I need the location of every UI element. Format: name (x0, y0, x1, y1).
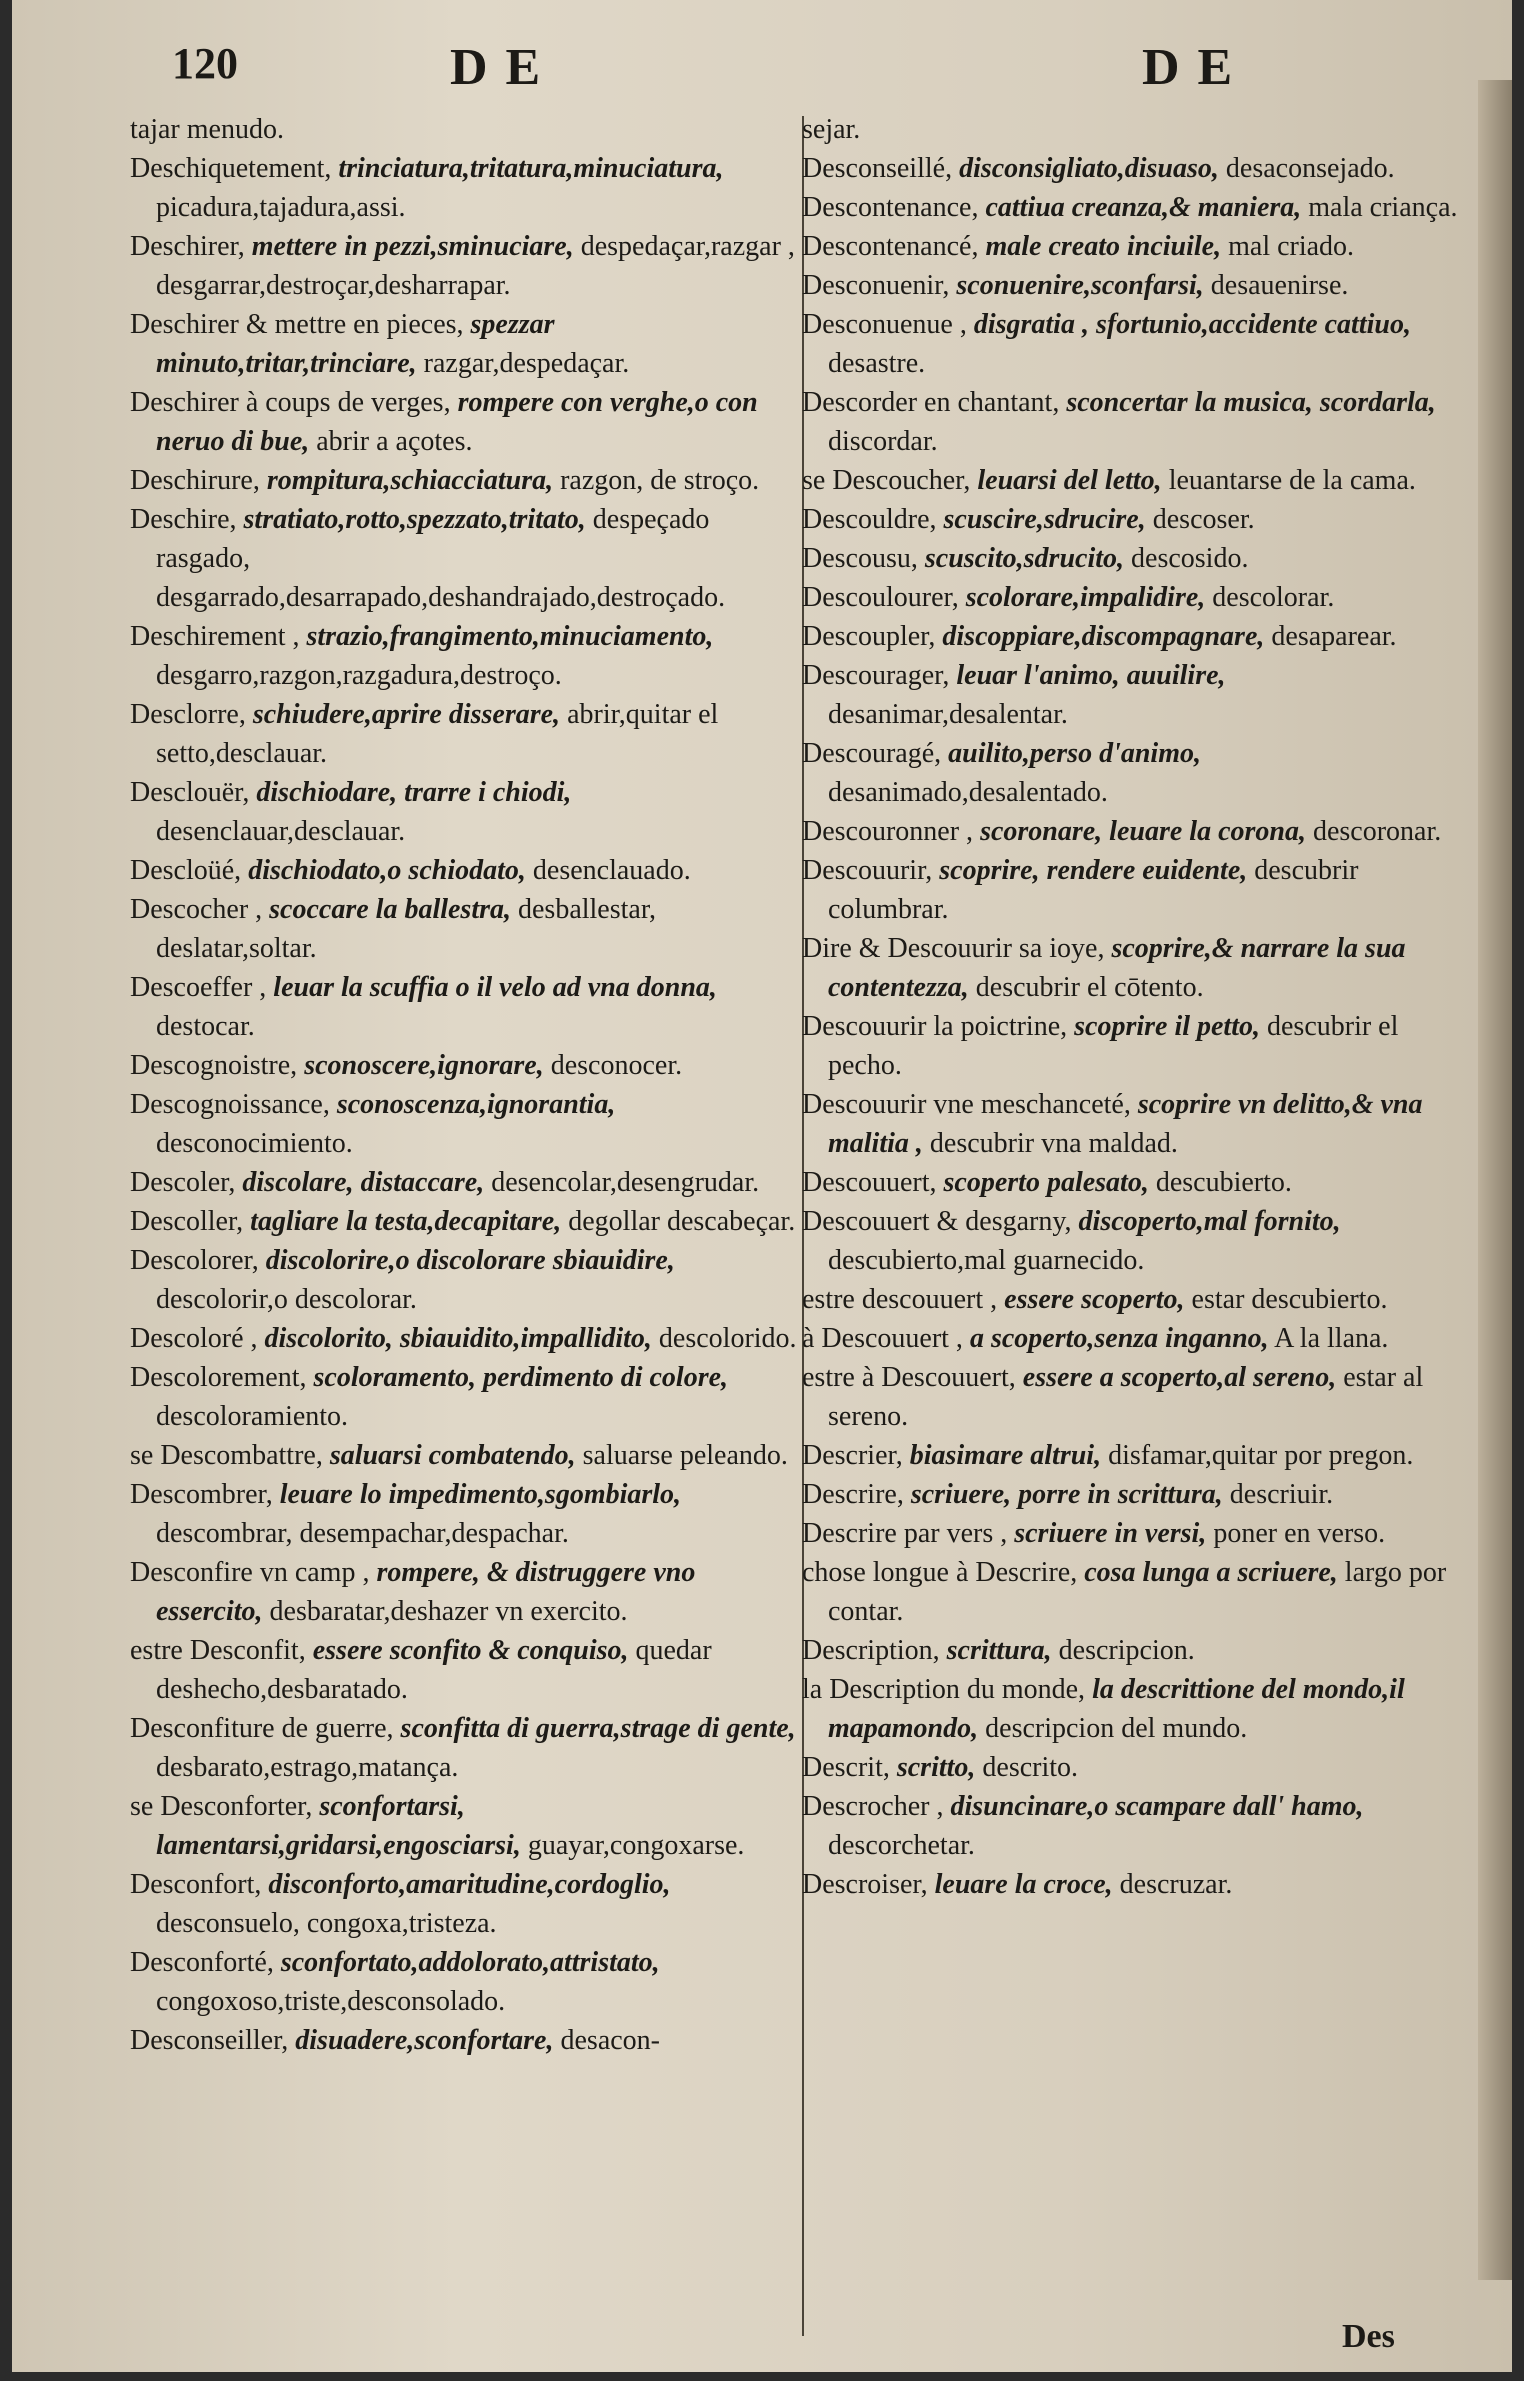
french-headword: Descoler, (130, 1167, 236, 1198)
spanish-translation: descubierto. (1155, 1167, 1292, 1198)
spanish-translation: desacon- (560, 2025, 661, 2056)
spanish-translation: descolorir,o descolorar. (156, 1284, 417, 1315)
italian-translation: auilito,perso d'animo, (948, 738, 1201, 769)
spanish-translation: descripcion del mundo. (985, 1713, 1248, 1744)
french-headword: Deschirer, (130, 231, 245, 262)
dictionary-entry (802, 305, 1470, 383)
french-headword: se Desconforter, (130, 1791, 313, 1822)
italian-translation: leuar la scuffia o il velo ad vna donna, (273, 972, 717, 1003)
italian-translation: scoloramento, perdimento di colore, (313, 1362, 729, 1393)
spanish-translation: desballestar, deslatar,soltar. (156, 894, 657, 964)
spanish-translation: discordar. (828, 426, 938, 457)
french-headword: Desconuenir, (802, 270, 950, 301)
spanish-translation: descrito. (982, 1752, 1079, 1783)
spanish-translation: mala criança. (1308, 192, 1458, 223)
italian-translation: scoprire,& narrare la sua contentezza, (828, 933, 1406, 1003)
spanish-translation: guayar,congoxarse. (527, 1830, 745, 1861)
french-headword: Descombrer, (130, 1479, 273, 1510)
spanish-translation: descubrir columbrar. (828, 855, 1359, 925)
italian-translation: sconoscenza,ignorantia, (336, 1089, 616, 1120)
french-headword: Desconseillé, (802, 153, 953, 184)
italian-translation: sconfitta di guerra,strage di gente, (400, 1713, 796, 1744)
dictionary-entry (130, 1358, 800, 1436)
italian-translation: spezzar minuto,tritar,trinciare, (156, 309, 555, 379)
italian-translation: discolorito, sbiauidito,impallidito, (264, 1323, 652, 1354)
dictionary-entry (130, 2021, 800, 2060)
spanish-translation: destocar. (156, 1011, 255, 1042)
dictionary-entry (802, 110, 1470, 149)
italian-translation: leuarsi del letto, (977, 465, 1162, 496)
french-headword: Dire & Descouurir sa ioye, (802, 933, 1105, 964)
spanish-translation: desanimar,desalentar. (828, 699, 1068, 730)
spanish-translation: desconsuelo, congoxa,tristeza. (156, 1908, 497, 1939)
french-headword: Descrire, (802, 1479, 904, 1510)
dictionary-entry (130, 383, 800, 461)
italian-translation: sconfortato,addolorato,attristato, (280, 1947, 660, 1978)
spanish-translation: abrir a açotes. (316, 426, 473, 457)
spanish-translation: desanimado,desalentado. (828, 777, 1108, 808)
italian-translation: dischiodare, trarre i chiodi, (256, 777, 572, 808)
french-headword: Descouurir vne meschanceté, (802, 1089, 1131, 1120)
french-headword: Descouldre, (802, 504, 937, 535)
spanish-translation: descubierto,mal guarnecido. (828, 1245, 1145, 1276)
italian-translation: scoprire, rendere euidente, (939, 855, 1248, 886)
dictionary-entry (802, 227, 1470, 266)
french-headword: Deschiquetement, (130, 153, 332, 184)
dictionary-entry (802, 851, 1470, 929)
french-headword: Descouragé, (802, 738, 942, 769)
dictionary-entry (130, 1631, 800, 1709)
italian-translation: disuadere,sconfortare, (295, 2025, 554, 2056)
italian-translation: cattiua creanza,& maniera, (985, 192, 1302, 223)
dictionary-entry (130, 968, 800, 1046)
french-headword: Descoupler, (802, 621, 936, 652)
italian-translation: sconfortarsi, lamentarsi,gridarsi,engosciarsi, (156, 1791, 521, 1861)
catchword: Des (1342, 2318, 1395, 2355)
italian-translation: scuscire,sdrucire, (943, 504, 1146, 535)
dictionary-entry (130, 851, 800, 890)
dictionary-entry (802, 1202, 1470, 1280)
spanish-translation: desastre. (828, 348, 926, 379)
dictionary-entry (130, 1787, 800, 1865)
spanish-translation: A la llana. (1274, 1323, 1389, 1354)
french-headword: Descloüé, (130, 855, 242, 886)
dictionary-entry (802, 929, 1470, 1007)
italian-translation: scriuere, porre in scrittura, (910, 1479, 1223, 1510)
dictionary-entry (802, 1631, 1470, 1670)
italian-translation: mettere in pezzi,sminuciare, (251, 231, 574, 262)
italian-translation: scuscito,sdrucito, (924, 543, 1125, 574)
spanish-translation: descoser. (1152, 504, 1255, 535)
dictionary-entry (802, 1514, 1470, 1553)
dictionary-entry (130, 1436, 800, 1475)
dictionary-entry (802, 1319, 1470, 1358)
french-headword: Description, (802, 1635, 940, 1666)
spanish-translation: descripcion. (1058, 1635, 1195, 1666)
dictionary-entry (802, 266, 1470, 305)
dictionary-entry (802, 617, 1470, 656)
left-column (130, 110, 800, 2060)
italian-translation: a scoperto,senza inganno, (969, 1323, 1269, 1354)
french-headword: Descrocher , (802, 1791, 944, 1822)
dictionary-entry (802, 461, 1470, 500)
dictionary-entry (130, 461, 800, 500)
dictionary-entry (130, 1475, 800, 1553)
spanish-translation: mal criado. (1228, 231, 1355, 262)
italian-translation: scoronare, leuare la corona, (980, 816, 1306, 847)
dictionary-entry (802, 149, 1470, 188)
italian-translation: disconforto,amaritudine,cordoglio, (268, 1869, 671, 1900)
italian-translation: discoppiare,discompagnare, (942, 621, 1265, 652)
italian-translation: scolorare,impalidire, (965, 582, 1206, 613)
spanish-translation: estar al sereno. (828, 1362, 1424, 1432)
spanish-translation: saluarse peleando. (582, 1440, 788, 1471)
dictionary-entry (802, 1358, 1470, 1436)
italian-translation: essere scoperto, (1004, 1284, 1185, 1315)
italian-translation: stratiato,rotto,spezzato,tritato, (243, 504, 586, 535)
italian-translation: discolorire,o discolorare sbiauidire, (265, 1245, 675, 1276)
french-headword: Desconfiture de guerre, (130, 1713, 394, 1744)
italian-translation: saluarsi combatendo, (329, 1440, 576, 1471)
italian-translation: essere sconfito & conquiso, (312, 1635, 629, 1666)
dictionary-entry (130, 227, 800, 305)
italian-translation: essere a scoperto,al sereno, (1022, 1362, 1337, 1393)
italian-translation: strazio,frangimento,minuciamento, (306, 621, 714, 652)
french-headword: Desclorre, (130, 699, 246, 730)
spanish-translation: razgar,despedaçar. (423, 348, 630, 379)
french-headword: Descouurir la poictrine, (802, 1011, 1068, 1042)
french-headword: Desconforté, (130, 1947, 274, 1978)
italian-translation: disuncinare,o scampare dall' hamo, (950, 1791, 1364, 1822)
french-headword: Descoulourer, (802, 582, 959, 613)
dictionary-entry (802, 1007, 1470, 1085)
french-headword: estre descouuert , (802, 1284, 998, 1315)
dictionary-entry (130, 1241, 800, 1319)
dictionary-entry (130, 1319, 800, 1358)
french-headword: Descognoissance, (130, 1089, 330, 1120)
french-headword: Desclouër, (130, 777, 250, 808)
italian-translation: leuare lo impedimento,sgombiarlo, (279, 1479, 682, 1510)
italian-translation: male creato inciuile, (985, 231, 1222, 262)
dictionary-entry (802, 1436, 1470, 1475)
french-headword: Descoeffer , (130, 972, 267, 1003)
dictionary-entry (130, 305, 800, 383)
dictionary-entry (802, 812, 1470, 851)
french-headword: Descouurir, (802, 855, 933, 886)
right-column (802, 110, 1470, 1904)
spanish-translation: desenclauar,desclauar. (156, 816, 406, 847)
spanish-translation: quedar deshecho,desbaratado. (156, 1635, 712, 1705)
spanish-translation: razgon, de stroço. (560, 465, 760, 496)
french-headword: Desconfort, (130, 1869, 262, 1900)
italian-translation: discolare, distaccare, (242, 1167, 485, 1198)
spanish-translation: descubrir vna maldad. (929, 1128, 1178, 1159)
page-edge (1478, 80, 1512, 2280)
dictionary-entry (802, 1748, 1470, 1787)
french-headword: Desconfire vn camp , (130, 1557, 370, 1588)
french-headword: Deschirure, (130, 465, 260, 496)
french-headword: Descouronner , (802, 816, 974, 847)
spanish-translation: estar descubierto. (1191, 1284, 1388, 1315)
spanish-translation: desgarro,razgon,razgadura,destroço. (156, 660, 562, 691)
french-headword: chose longue à Descrire, (802, 1557, 1078, 1588)
french-headword: Descocher , (130, 894, 263, 925)
french-headword: Descontenancé, (802, 231, 979, 262)
italian-translation: biasimare altrui, (909, 1440, 1102, 1471)
french-headword: Deschirer à coups de verges, (130, 387, 451, 418)
spanish-translation: descolorar. (1212, 582, 1335, 613)
spanish-translation: tajar menudo. (130, 114, 284, 145)
italian-translation: disgratia , sfortunio,accidente cattiuo, (973, 309, 1411, 340)
italian-translation: cosa lunga a scriuere, (1084, 1557, 1338, 1588)
dictionary-entry (130, 1202, 800, 1241)
french-headword: Descoller, (130, 1206, 244, 1237)
dictionary-entry (802, 1280, 1470, 1319)
french-headword: la Description du monde, (802, 1674, 1086, 1705)
french-headword: Descrier, (802, 1440, 903, 1471)
french-headword: Descolorer, (130, 1245, 259, 1276)
spanish-translation: sejar. (802, 114, 861, 145)
french-headword: Descroiser, (802, 1869, 928, 1900)
page-header (12, 0, 1512, 110)
dictionary-entry (802, 578, 1470, 617)
italian-translation: trinciatura,tritatura,minuciatura, (338, 153, 724, 184)
french-headword: Desconseiller, (130, 2025, 289, 2056)
french-headword: estre Desconfit, (130, 1635, 306, 1666)
dictionary-entry (130, 1085, 800, 1163)
french-headword: Deschire, (130, 504, 237, 535)
spanish-translation: picadura,tajadura,assi. (156, 192, 406, 223)
french-headword: Descognoistre, (130, 1050, 298, 1081)
dictionary-page (12, 0, 1512, 2372)
french-headword: Descrit, (802, 1752, 890, 1783)
french-headword: se Descombattre, (130, 1440, 323, 1471)
french-headword: Descolorement, (130, 1362, 307, 1393)
dictionary-entry (802, 656, 1470, 734)
french-headword: Descorder en chantant, (802, 387, 1060, 418)
spanish-translation: desbarato,estrago,matança. (156, 1752, 459, 1783)
spanish-translation: desaconsejado. (1225, 153, 1395, 184)
spanish-translation: descoloramiento. (156, 1401, 349, 1432)
dictionary-entry (802, 1163, 1470, 1202)
spanish-translation: descombrar, desempachar,despachar. (156, 1518, 569, 1549)
italian-translation: scritto, (896, 1752, 976, 1783)
spanish-translation: descruzar. (1119, 1869, 1233, 1900)
italian-translation: rompere con verghe,o con neruo di bue, (156, 387, 758, 457)
italian-translation: leuare la croce, (934, 1869, 1113, 1900)
french-headword: Descontenance, (802, 192, 979, 223)
spanish-translation: descolorido. (658, 1323, 797, 1354)
italian-translation: scrittura, (946, 1635, 1052, 1666)
italian-translation: sconcertar la musica, scordarla, (1066, 387, 1436, 418)
french-headword: Descouuert & desgarny, (802, 1206, 1072, 1237)
dictionary-entry (130, 149, 800, 227)
dictionary-entry (130, 1943, 800, 2021)
dictionary-entry (130, 695, 800, 773)
italian-translation: la descrittione del mondo,il mapamondo, (828, 1674, 1405, 1744)
spanish-translation: desbaratar,deshazer vn exercito. (269, 1596, 628, 1627)
french-headword: Deschirement , (130, 621, 300, 652)
dictionary-entry (130, 500, 800, 617)
french-headword: Descouuert, (802, 1167, 937, 1198)
spanish-translation: desconocimiento. (156, 1128, 353, 1159)
dictionary-entry (802, 188, 1470, 227)
spanish-translation: descorchetar. (828, 1830, 975, 1861)
french-headword: estre à Descouuert, (802, 1362, 1016, 1393)
spanish-translation: desconocer. (550, 1050, 683, 1081)
french-headword: Deschirer & mettre en pieces, (130, 309, 464, 340)
spanish-translation: abrir,quitar el setto,desclauar. (156, 699, 719, 769)
spanish-translation: descoronar. (1312, 816, 1442, 847)
italian-translation: scoprire vn delitto,& vna malitia , (828, 1089, 1423, 1159)
dictionary-entry (130, 1163, 800, 1202)
dictionary-entry (802, 734, 1470, 812)
spanish-translation: desauenirse. (1210, 270, 1349, 301)
spanish-translation: descosido. (1131, 543, 1249, 574)
italian-translation: leuar l'animo, auuilire, (956, 660, 1226, 691)
italian-translation: scoperto palesato, (943, 1167, 1149, 1198)
spanish-translation: poner en verso. (1213, 1518, 1386, 1549)
spanish-translation: degollar descabeçar. (568, 1206, 796, 1237)
dictionary-entry (130, 1553, 800, 1631)
spanish-translation: desencolar,desengrudar. (491, 1167, 760, 1198)
dictionary-entry (130, 110, 800, 149)
french-headword: Desconuenue , (802, 309, 967, 340)
french-headword: Descousu, (802, 543, 918, 574)
dictionary-entry (130, 617, 800, 695)
dictionary-entry (802, 1670, 1470, 1748)
spanish-translation: largo por contar. (828, 1557, 1447, 1627)
italian-translation: scoprire il petto, (1074, 1011, 1260, 1042)
running-head-left: DE (450, 39, 559, 96)
french-headword: Descoloré , (130, 1323, 258, 1354)
dictionary-entry (130, 1709, 800, 1787)
spanish-translation: descriuir. (1229, 1479, 1334, 1510)
spanish-translation: desaparear. (1271, 621, 1397, 652)
dictionary-entry (802, 1553, 1470, 1631)
spanish-translation: descubrir el pecho. (828, 1011, 1399, 1081)
italian-translation: scriuere in versi, (1014, 1518, 1207, 1549)
dictionary-entry (802, 539, 1470, 578)
dictionary-entry (802, 1085, 1470, 1163)
dictionary-entry (802, 383, 1470, 461)
italian-translation: discoperto,mal fornito, (1078, 1206, 1341, 1237)
spanish-translation: descubrir el cōtento. (975, 972, 1204, 1003)
spanish-translation: despedaçar,razgar , desgarrar,destroçar,desharrapar. (156, 231, 795, 301)
dictionary-entry (130, 1046, 800, 1085)
spanish-translation: desenclauado. (532, 855, 691, 886)
page-number: 120 (172, 39, 238, 88)
dictionary-entry (802, 1865, 1470, 1904)
italian-translation: sconuenire,sconfarsi, (956, 270, 1204, 301)
french-headword: Descourager, (802, 660, 950, 691)
dictionary-entry (802, 500, 1470, 539)
italian-translation: rompere, & distruggere vno essercito, (156, 1557, 696, 1627)
dictionary-entry (802, 1787, 1470, 1865)
italian-translation: scoccare la ballestra, (269, 894, 511, 925)
french-headword: à Descouuert , (802, 1323, 963, 1354)
italian-translation: rompitura,schiacciatura, (266, 465, 554, 496)
french-headword: Descrire par vers , (802, 1518, 1008, 1549)
running-head-right: DE (1142, 39, 1251, 96)
spanish-translation: despeçado rasgado, desgarrado,desarrapado,deshandrajado,destroçado. (156, 504, 726, 613)
french-headword: se Descoucher, (802, 465, 971, 496)
italian-translation: dischiodato,o schiodato, (248, 855, 526, 886)
dictionary-entry (130, 890, 800, 968)
italian-translation: disconsigliato,disuaso, (959, 153, 1219, 184)
italian-translation: tagliare la testa,decapitare, (250, 1206, 562, 1237)
dictionary-entry (802, 1475, 1470, 1514)
dictionary-entry (130, 1865, 800, 1943)
spanish-translation: disfamar,quitar por pregon. (1108, 1440, 1414, 1471)
dictionary-entry (130, 773, 800, 851)
italian-translation: sconoscere,ignorare, (304, 1050, 544, 1081)
italian-translation: schiudere,aprire disserare, (252, 699, 561, 730)
spanish-translation: congoxoso,triste,desconsolado. (156, 1986, 506, 2017)
spanish-translation: leuantarse de la cama. (1168, 465, 1416, 496)
